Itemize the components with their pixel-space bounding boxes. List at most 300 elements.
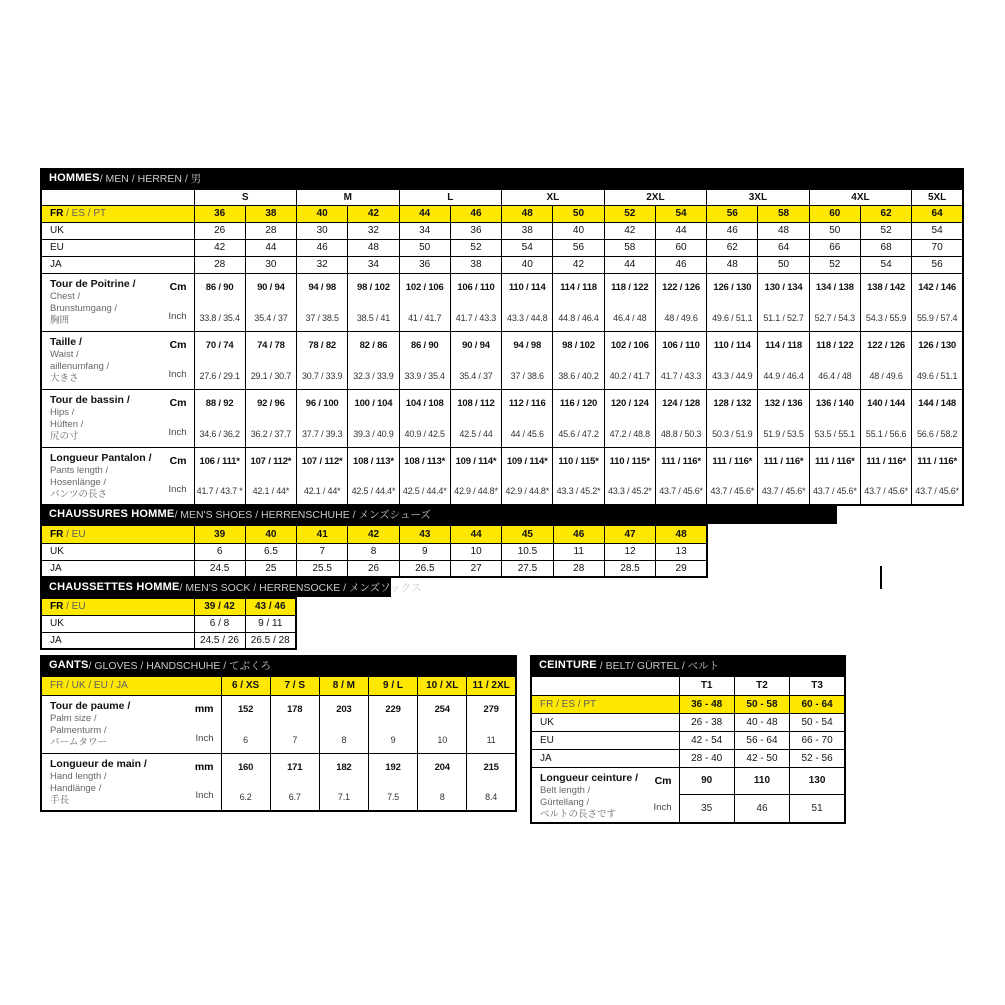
size-cell: 66 - 70 xyxy=(790,731,845,749)
measurement-row xyxy=(41,753,516,811)
size-cell: 27 xyxy=(450,560,501,577)
measurement-cell xyxy=(502,447,553,505)
size-cell: 54 xyxy=(502,239,553,256)
measurement-cell xyxy=(655,331,706,389)
cm-value: 118 / 122 xyxy=(611,281,649,293)
conversion-row xyxy=(41,543,707,560)
measurement-label xyxy=(41,447,194,505)
unit-cm: Cm xyxy=(654,774,672,787)
size-group-header: 3XL xyxy=(707,189,810,205)
size-cell: 28.5 xyxy=(604,560,655,577)
label-ja: パームタワー xyxy=(50,737,108,749)
cm-value: 111 / 116* xyxy=(917,455,957,467)
size-cell: 9 xyxy=(399,543,450,560)
conversion-rows xyxy=(41,543,707,577)
fr-size-cell: 50 - 58 xyxy=(734,695,789,713)
size-cell: 64 xyxy=(758,239,809,256)
measurement-cell xyxy=(655,389,706,447)
measurement-cell xyxy=(809,389,860,447)
belt-section xyxy=(530,655,846,824)
mm-value: 192 xyxy=(385,761,401,773)
fr-size-cell: 52 xyxy=(604,205,655,222)
cm-value: 114 / 118 xyxy=(765,339,802,351)
cm-value: 102 / 106 xyxy=(610,339,649,351)
size-cell: 68 xyxy=(860,239,911,256)
size-cell: 8 xyxy=(348,543,399,560)
cm-value: 86 / 90 xyxy=(410,339,439,351)
size-cell: 66 xyxy=(809,239,860,256)
cm-value: 112 / 116 xyxy=(508,397,546,409)
size-group-header: S xyxy=(194,189,297,205)
belt-title-bar xyxy=(530,655,846,675)
fr-size-row xyxy=(41,205,963,222)
size-cell: 26 - 38 xyxy=(679,713,734,731)
measurement-label xyxy=(41,389,194,447)
inch-value: 40.2 / 41.7 xyxy=(609,370,650,381)
size-cell: 7 xyxy=(297,543,348,560)
cm-value: 122 / 126 xyxy=(662,281,700,293)
size-cell: 50 xyxy=(758,256,809,273)
unit-cm: Cm xyxy=(169,454,187,467)
divider-mark xyxy=(880,566,882,589)
conversion-row xyxy=(41,560,707,577)
unit-cm: Cm xyxy=(169,396,187,409)
size-cell: 26.5 / 28 xyxy=(245,632,296,649)
label-rest: / ES / PT xyxy=(553,698,597,710)
measurement-cell xyxy=(348,447,399,505)
size-cell: 12 xyxy=(604,543,655,560)
gloves-title-bar xyxy=(40,655,517,675)
measurement-cell xyxy=(758,331,809,389)
cm-value: 144 / 148 xyxy=(918,397,957,409)
cm-value: 90 / 94 xyxy=(462,339,490,351)
inch-value: 42.5 / 44.4* xyxy=(402,486,447,496)
cm-value: 136 / 140 xyxy=(815,397,854,409)
inch-value: 36.2 / 37.7 xyxy=(250,428,292,439)
measurement-cell xyxy=(502,273,553,331)
fr-size-cell: 11 / 2XL xyxy=(467,676,516,695)
belt-length-cm-row xyxy=(531,767,845,795)
inch-value: 29.1 / 30.7 xyxy=(250,370,292,381)
mm-value: 215 xyxy=(483,761,499,773)
label-de: Hosenlänge / xyxy=(50,476,106,488)
conversion-row xyxy=(531,713,845,731)
size-cell: 44 xyxy=(655,222,706,239)
fr-size-cell: 62 xyxy=(860,205,911,222)
fr-size-cell: 56 xyxy=(707,205,758,222)
size-cell: 6.5 xyxy=(245,543,296,560)
label-en: Pants length / xyxy=(50,464,109,476)
row-label: UK xyxy=(531,713,679,731)
inch-value: 42.5 / 44.4* xyxy=(351,486,396,496)
measurement-cell xyxy=(604,447,655,505)
cm-value: 109 / 114* xyxy=(455,455,497,467)
size-cell: 44 xyxy=(604,256,655,273)
label-main: Tour de paume / xyxy=(50,699,131,712)
measurement-cell xyxy=(758,389,809,447)
measurement-cell xyxy=(809,331,860,389)
cm-value: 107 / 112* xyxy=(301,455,343,467)
fr-size-row xyxy=(531,695,845,713)
cm-value: 92 / 96 xyxy=(257,397,285,409)
size-cell: 6 / 8 xyxy=(194,615,245,632)
cm-value: 106 / 110 xyxy=(457,281,495,293)
measurement-row xyxy=(41,273,963,331)
cm-value: 140 / 144 xyxy=(867,397,905,409)
label-main: FR xyxy=(540,698,554,710)
label-main: FR xyxy=(50,680,64,692)
inch-value: 37 / 38.6 xyxy=(510,370,544,381)
size-cell: 40 - 48 xyxy=(734,713,789,731)
cm-value: 98 / 102 xyxy=(562,339,595,351)
measurement-cell xyxy=(221,753,270,811)
measurement-label xyxy=(531,767,679,823)
cm-value: 78 / 82 xyxy=(308,339,336,351)
measurement-row xyxy=(41,331,963,389)
label-main: FR xyxy=(50,601,64,613)
inch-value: 33.9 / 35.4 xyxy=(404,370,445,381)
measurement-cell xyxy=(860,447,911,505)
size-cell: 70 xyxy=(912,239,963,256)
size-cell: 48 xyxy=(348,239,399,256)
fr-size-cell: 9 / L xyxy=(368,676,417,695)
label-rest: / ES / PT xyxy=(63,208,107,219)
size-cell: 32 xyxy=(348,222,399,239)
label-de: aillenumfang / xyxy=(50,360,110,372)
inch-value: 6 xyxy=(243,734,248,745)
size-cell: 6 xyxy=(194,543,245,560)
conversion-row xyxy=(41,239,963,256)
label-ja: 大きさ xyxy=(50,373,79,385)
measurement-cell xyxy=(245,331,296,389)
fr-size-cell: 54 xyxy=(655,205,706,222)
inch-value: 27.6 / 29.1 xyxy=(199,370,240,381)
measurement-cell xyxy=(655,447,706,505)
measurement-cell xyxy=(912,273,963,331)
socks-title-bar xyxy=(40,577,422,597)
mm-value: 182 xyxy=(336,761,352,773)
measurement-cell xyxy=(467,753,516,811)
fr-size-cell: 47 xyxy=(604,525,655,543)
size-cell: 42 - 50 xyxy=(734,749,789,767)
inch-value: 52.7 / 54.3 xyxy=(814,312,855,323)
cm-value: 126 / 130 xyxy=(713,281,752,293)
cm-value: 111 / 116* xyxy=(814,455,855,467)
cm-value: 124 / 128 xyxy=(662,397,700,409)
fr-size-cell: 8 / M xyxy=(319,676,368,695)
size-cell: 24.5 / 26 xyxy=(194,632,245,649)
fr-size-cell: 40 xyxy=(245,525,296,543)
fr-size-cell: 42 xyxy=(348,525,399,543)
row-label: JA xyxy=(41,256,194,273)
hommes-title-bar xyxy=(40,168,964,188)
measurement-cell xyxy=(450,389,501,447)
cm-value: 110 / 114 xyxy=(508,281,546,293)
unit-inch: Inch xyxy=(168,484,187,495)
cm-value: 126 / 130 xyxy=(918,339,957,351)
size-cell: 56 xyxy=(912,256,963,273)
cm-value: 111 / 116* xyxy=(661,455,701,467)
measurement-cell xyxy=(194,273,245,331)
measurement-cell xyxy=(194,389,245,447)
fr-size-row xyxy=(41,598,296,615)
cm-value: 130 / 134 xyxy=(764,281,803,293)
row-label: EU xyxy=(531,731,679,749)
cm-value: 142 / 146 xyxy=(918,281,957,293)
inch-value: 33.8 / 35.4 xyxy=(199,312,240,323)
measurement-row xyxy=(41,447,963,505)
label-en: Palm size / xyxy=(50,712,97,724)
inch-value: 53.5 / 55.1 xyxy=(814,428,855,439)
inch-value: 49.6 / 51.1 xyxy=(916,370,958,381)
section-title: CHAUSSETTES HOMME xyxy=(49,581,180,593)
size-cell: 50 - 54 xyxy=(790,713,845,731)
inch-value: 46.4 / 48 xyxy=(613,312,647,323)
size-cell: 58 xyxy=(604,239,655,256)
label-rest: / UK / EU / JA xyxy=(63,680,128,692)
measurement-cell xyxy=(418,753,467,811)
inch-value: 44 / 45.6 xyxy=(510,428,544,439)
fr-size-cell: 46 xyxy=(553,525,604,543)
cm-value: 118 / 122 xyxy=(816,339,854,351)
measurement-cell xyxy=(399,389,450,447)
label-main: Taille / xyxy=(50,335,82,348)
inch-value: 30.7 / 33.9 xyxy=(301,370,343,381)
label-en: Hips / xyxy=(50,406,75,418)
hommes-table xyxy=(40,188,964,506)
unit-inch: Inch xyxy=(168,426,187,438)
size-cell: 42 xyxy=(553,256,604,273)
mm-value: 229 xyxy=(385,703,401,715)
size-cell: 28 xyxy=(553,560,604,577)
measurement-cell xyxy=(553,389,604,447)
cm-value: 111 / 116* xyxy=(712,455,753,467)
inch-value: 8.4 xyxy=(485,792,498,802)
size-group-header: 2XL xyxy=(604,189,707,205)
measurement-cell xyxy=(912,447,963,505)
label-ja: 尻の寸 xyxy=(50,431,79,443)
size-cell: 38 xyxy=(502,222,553,239)
unit-inch: Inch xyxy=(168,368,187,380)
conversion-rows xyxy=(41,615,296,649)
inch-value: 38.6 / 40.2 xyxy=(558,370,599,381)
measurement-cell xyxy=(655,273,706,331)
row-label: UK xyxy=(41,543,194,560)
size-cell: 62 xyxy=(707,239,758,256)
measurement-cell xyxy=(221,695,270,753)
section-title-translations: / BELT/ GÜRTEL / ベルト xyxy=(596,659,720,672)
inch-value: 48 / 49.6 xyxy=(869,370,903,381)
label-de: Hüften / xyxy=(50,418,84,430)
measurement-cell xyxy=(270,753,319,811)
cm-value: 116 / 120 xyxy=(559,397,598,409)
fr-size-cell: 48 xyxy=(502,205,553,222)
inch-value: 56.6 / 58.2 xyxy=(916,428,958,439)
measurement-cell xyxy=(319,695,368,753)
measurement-cell xyxy=(553,447,604,505)
cm-value: 100 / 104 xyxy=(354,397,393,409)
inch-value: 48.8 / 50.3 xyxy=(660,428,702,439)
inch-value: 41.7 / 43.3 xyxy=(660,370,702,381)
unit-mm: mm xyxy=(194,760,214,773)
inch-value: 32.3 / 33.9 xyxy=(353,370,394,381)
mm-value: 203 xyxy=(336,703,352,715)
inch-value: 42.1 / 44* xyxy=(303,486,341,496)
size-cell: 52 xyxy=(860,222,911,239)
size-cell: 28 xyxy=(245,222,296,239)
fr-size-cell: 60 xyxy=(809,205,860,222)
size-group-header: L xyxy=(399,189,502,205)
measurement-cell xyxy=(604,389,655,447)
size-cell: 38 xyxy=(450,256,501,273)
label-en: Chest / xyxy=(50,290,81,302)
row-label: JA xyxy=(41,632,194,649)
unit-inch: Inch xyxy=(195,790,214,801)
fr-row-label xyxy=(531,695,679,713)
cm-value: 110 / 115* xyxy=(558,455,599,467)
size-cell: 26 xyxy=(194,222,245,239)
row-label: UK xyxy=(41,615,194,632)
row-label: JA xyxy=(531,749,679,767)
inch-value: 43.3 / 45.2* xyxy=(607,486,652,496)
inch-value: 8 xyxy=(341,734,347,745)
measurement-cell xyxy=(809,273,860,331)
inch-value: 55.1 / 56.6 xyxy=(865,428,907,439)
measurement-cell xyxy=(319,753,368,811)
size-cell: 56 xyxy=(553,239,604,256)
label-en: Waist / xyxy=(50,348,79,360)
cm-value: 74 / 78 xyxy=(257,339,285,351)
size-cell: 48 xyxy=(707,256,758,273)
fr-size-cell: 43 / 46 xyxy=(245,598,296,615)
measurement-cell xyxy=(467,695,516,753)
cm-value: 134 / 138 xyxy=(815,281,854,293)
cm-value: 102 / 106 xyxy=(405,281,444,293)
label-ja: パンツの長さ xyxy=(50,489,108,501)
conversion-row xyxy=(41,632,296,649)
fr-size-cell: 39 xyxy=(194,525,245,543)
measurement-label xyxy=(41,695,221,753)
inch-value: 55.9 / 57.4 xyxy=(916,312,958,323)
empty-corner-cell xyxy=(531,676,679,695)
cm-value: 90 / 94 xyxy=(257,281,285,293)
inch-value: 43.7 / 45.6* xyxy=(864,486,908,496)
cm-value: 107 / 112* xyxy=(250,455,292,467)
cm-value: 122 / 126 xyxy=(867,339,905,351)
measurement-cell xyxy=(860,331,911,389)
mm-value: 160 xyxy=(237,761,254,773)
size-cell: 10 xyxy=(450,543,501,560)
conversion-row xyxy=(41,615,296,632)
fr-size-cell: 48 xyxy=(656,525,707,543)
belt-table xyxy=(530,675,846,824)
gloves-table xyxy=(40,675,517,812)
size-cell: 46 xyxy=(297,239,348,256)
size-cell: 9 / 11 xyxy=(245,615,296,632)
conversion-row xyxy=(41,222,963,239)
label-en: Belt length / xyxy=(540,784,591,796)
size-cell: 32 xyxy=(297,256,348,273)
section-title: GANTS xyxy=(49,659,89,671)
conversion-row xyxy=(531,731,845,749)
measurement-cell xyxy=(604,331,655,389)
mm-value: 178 xyxy=(287,703,303,715)
inch-value: 40.9 / 42.5 xyxy=(404,428,445,439)
unit-cm: Cm xyxy=(169,280,187,293)
size-group-header: 4XL xyxy=(809,189,912,205)
measurement-cell xyxy=(297,331,348,389)
measurement-cell xyxy=(297,389,348,447)
size-cell: 40 xyxy=(553,222,604,239)
inch-value: 6.7 xyxy=(288,792,301,802)
section-title-translations: / GLOVES / HANDSCHUHE / てぶくろ xyxy=(88,659,272,672)
cm-value: 111 / 116* xyxy=(866,455,906,467)
size-cell: 42 xyxy=(194,239,245,256)
measurement-cell xyxy=(194,331,245,389)
inch-value: 37 / 38.5 xyxy=(305,312,339,323)
measurement-cell xyxy=(348,273,399,331)
hommes-section xyxy=(40,168,964,506)
measurement-cell xyxy=(707,389,758,447)
size-cell: 52 xyxy=(809,256,860,273)
size-cell: 42 xyxy=(604,222,655,239)
inch-value: 43.7 / 45.6* xyxy=(761,486,806,496)
measurement-cell xyxy=(348,389,399,447)
cm-value: 88 / 92 xyxy=(205,397,234,409)
row-label: EU xyxy=(41,239,194,256)
measurement-cell xyxy=(553,331,604,389)
label-main: Longueur ceinture / xyxy=(540,771,639,784)
t-size-header: T2 xyxy=(734,676,789,695)
measurement-cell xyxy=(450,273,501,331)
section-title-translations: / MEN / HERREN / 男 xyxy=(99,172,202,185)
empty-corner-cell xyxy=(41,189,194,205)
size-cell: 36 xyxy=(450,222,501,239)
fr-size-row xyxy=(41,676,516,695)
fr-size-cell: 43 xyxy=(399,525,450,543)
measurement-cell xyxy=(194,447,245,505)
measurement-cell xyxy=(912,389,963,447)
inch-value: 54.3 / 55.9 xyxy=(865,312,907,323)
inch-value: 51.1 / 52.7 xyxy=(763,312,804,323)
inch-value: 39.3 / 40.9 xyxy=(353,428,394,439)
cm-value: 94 / 98 xyxy=(308,281,336,293)
size-cell: 54 xyxy=(912,222,963,239)
measurement-cell xyxy=(450,447,501,505)
size-cell: 50 xyxy=(809,222,860,239)
measurement-cell xyxy=(707,273,758,331)
mm-value: 204 xyxy=(434,761,450,773)
measurement-rows xyxy=(41,273,963,505)
measurement-cell xyxy=(604,273,655,331)
inch-value: 35.4 / 37 xyxy=(459,370,493,381)
fr-row-label xyxy=(41,676,221,695)
fr-size-cell: 64 xyxy=(912,205,963,222)
mm-value: 152 xyxy=(237,703,254,715)
unit-inch: Inch xyxy=(653,801,672,813)
measurement-cell xyxy=(399,331,450,389)
size-cell: 40 xyxy=(502,256,553,273)
size-cell: 52 - 56 xyxy=(790,749,845,767)
measurement-label xyxy=(41,273,194,331)
shoes-section xyxy=(40,504,837,578)
fr-row-label xyxy=(41,205,194,222)
mm-value: 254 xyxy=(434,703,450,715)
size-group-header: XL xyxy=(502,189,605,205)
cm-value: 108 / 112 xyxy=(457,397,495,409)
inch-value: 6.2 xyxy=(239,792,252,802)
unit-inch: Inch xyxy=(168,310,187,322)
